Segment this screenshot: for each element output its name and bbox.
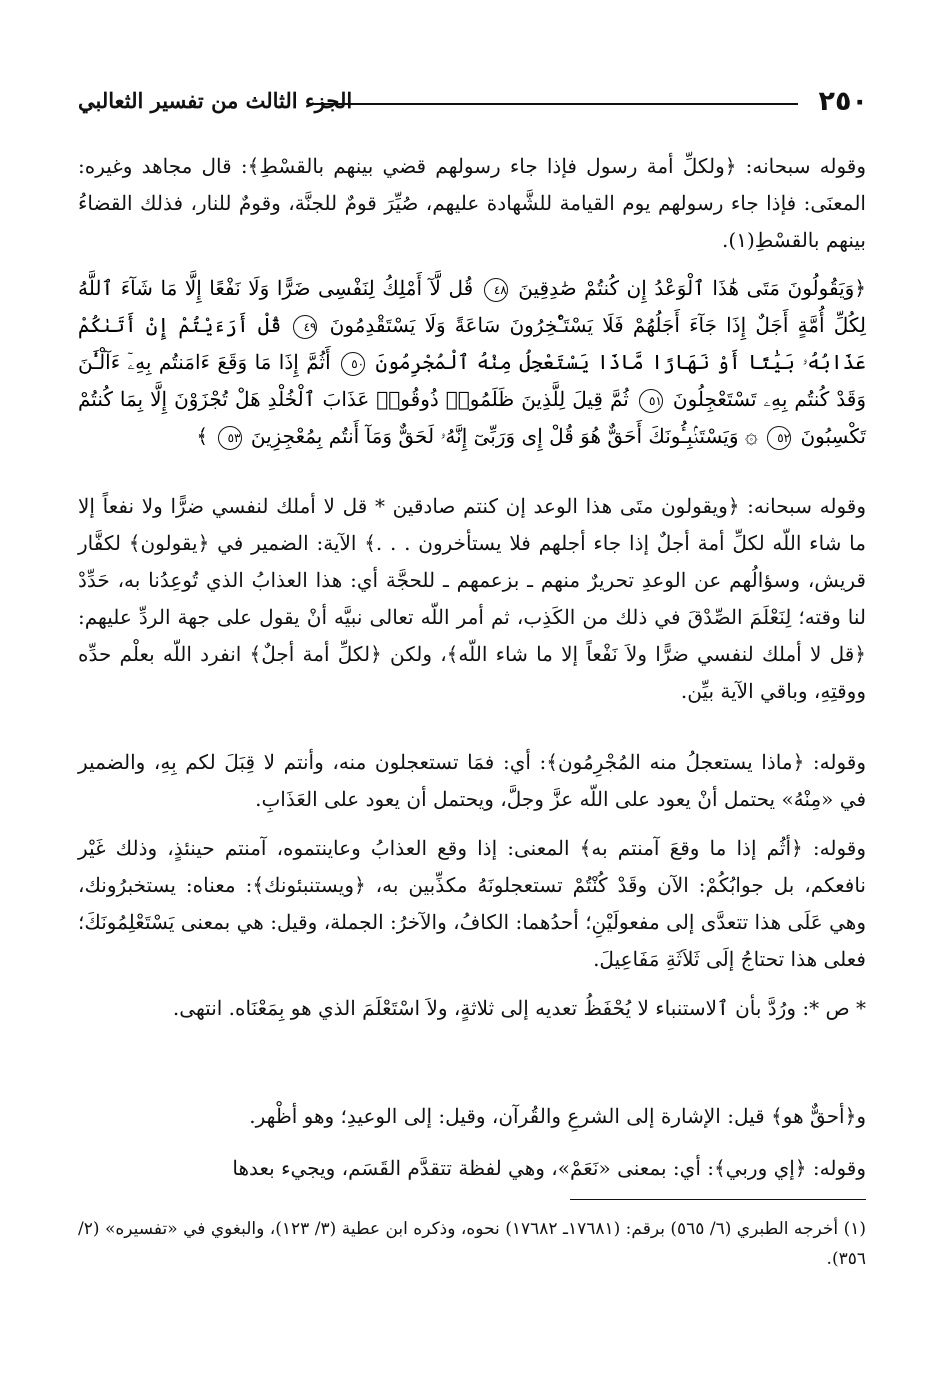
verse-51-text: أَثُمَّ إِذَا مَا وَقَعَ ءَامَنتُم بِهِۦٓ ءَآلْـَٰٔنَ وَقَدْ كُنتُم بِهِۦ تَسْتَعْجِلُونَ xyxy=(78,350,867,411)
verse-50-marker: ٥٠ xyxy=(341,352,365,376)
running-title: الجزء الثالث من تفسير الثعالبي xyxy=(78,88,353,113)
commentary-paragraph-2: وقوله سبحانه: ﴿ويقولون متَى هذا الوعد إن كنتم صادقين * قل لا أملك لنفسي ضرًّا ولا نفعاً إلا ما شاء اللّه لكلِّ أمة أجلٌ إذا جاء أجلهم فلا يستأخرون . . .﴾ الآية: الضمير في ﴿يقولون﴾ لكفَّار قريش، وسؤالُهم عن الوعدِ تحريرٌ منهم ـ بزعمهم ـ للحجَّة أي: هذا العذابُ الذي تُوعِدُنا به، حَدِّدْ لنا وقته؛ لِنَعْلَمَ الصِّدْقَ في ذلك من الكَذِب، ثم أمر اللّه تعالى نبيَّه أنْ يقول على جهة الردِّ عليهم: ﴿قل لا أملك لنفسي ضرًّا ولاَ نَفْعاً إلا ما شاء اللّه﴾، ولكن ﴿لكلِّ أمة أجلٌ﴾ انفرد اللّه بعلْم حدِّه ووقتِهِ، وباقي الآية بيِّن. xyxy=(78,494,866,703)
verse-48-marker: ٤٨ xyxy=(484,278,508,302)
commentary-paragraph-3: وقوله: ﴿ماذا يستعجلُ منه المُجْرِمُون﴾: أي: فمَا تستعجلون منه، وأنتم لا قِبَلَ لكم بِهِ، والضمير في «مِنْهُ» يحتمل أنْ يعود على اللّه عزَّ وجلَّ، ويحتمل أن يعود على العَذَابِ. xyxy=(78,750,866,811)
verse-closing-bracket: ﴾ xyxy=(196,424,209,448)
commentary-paragraph-6: و﴿أحقٌّ هو﴾ قيل: الإشارة إلى الشرعِ والقُرآن، وقيل: إلى الوعيدِ؛ وهو أظْهر. xyxy=(249,1104,866,1128)
verse-51-marker: ٥١ xyxy=(639,389,663,413)
footnote-marker: (١) xyxy=(843,1219,866,1239)
footnote-text: أخرجه الطبري (٦/ ٥٦٥) برقم: (١٧٦٨١ـ ١٧٦٨٢) نحوه، وذكره ابن عطية (٣/ ١٢٣)، والبغوي في «تفسيره» (٢/ ٣٥٦). xyxy=(78,1219,866,1269)
verse-52-marker: ٥٢ xyxy=(767,426,791,450)
verse-52-text: ثُمَّ قِيلَ لِلَّذِينَ ظَلَمُوا۟ ذُوقُوا۟ عَذَابَ ٱلْخُلْدِ هَلْ تُجْزَوْنَ إِلَّا بِمَا كُنتُمْ تَكْسِبُونَ xyxy=(78,387,866,448)
header-rule xyxy=(308,103,798,105)
verse-53-marker: ٥٣ xyxy=(218,426,242,450)
commentary-paragraph-4: وقوله: ﴿أثُم إذا ما وقعَ آمنتم به﴾ المعنى: إذا وقع العذابُ وعاينتموه، آمنتم حينئذٍ، وذلك غَيْر نافعكم، بل جوابُكُمْ: الآن وقَدْ كُنْتُمْ تستعجلونَهُ مكذِّبين به، ﴿ويستنبئونك﴾: معناه: يستخبرُونك، وهي عَلَى هذا تتعدَّى إلى مفعولَيْنِ؛ أحدُهما: الكافُ، والآخرُ: الجملة، وقيل: هي بمعنى يَسْتَعْلِمُونَكَ؛ فعلى هذا تحتاجُ إلَى ثَلاَثَةِ مَفَاعِيلَ. xyxy=(78,836,866,971)
verse-49-text: قُل لَّآ أَمْلِكُ لِنَفْسِى ضَرًّا وَلَا نَفْعًا إِلَّا مَا شَآءَ ٱللَّهُ لِكُلِّ أُمَّةٍ أَجَلٌ إِذَا جَآءَ أَجَلُهُمْ فَلَا يَسْتَـْٔخِرُونَ سَاعَةً وَلَا يَسْتَقْدِمُونَ xyxy=(78,276,867,337)
verse-50-text: قُلْ أَرَءَيْتُمْ إِنْ أَتَىٰكُمْ عَذَابُهُۥ بَيَٰتًا أَوْ نَهَارًا مَّاذَا يَسْتَعْجِلُ مِنْهُ ٱلْمُجْرِمُونَ xyxy=(78,313,867,374)
verse-49-marker: ٤٩ xyxy=(293,315,317,339)
verse-48-text: ﴿وَيَقُولُونَ مَتَى هَٰذَا ٱلْوَعْدُ إِن كُنتُمْ صَٰدِقِينَ xyxy=(518,276,867,300)
verse-53-text: وَيَسْتَنۢبِـُٔونَكَ أَحَقٌّ هُوَ قُلْ إِى وَرَبِّىٓ إِنَّهُۥ لَحَقٌّ وَمَآ أَنتُم بِمُعْجِزِينَ xyxy=(250,424,739,448)
commentary-paragraph-5: * ص *: ورُدَّ بأن ٱلاستنباء لا يُحْفَظُ تعديه إلى ثلاثةٍ، ولاَ اسْتَعْلَمَ الذي هو بِمَعْنَاه. انتهى. xyxy=(172,996,866,1020)
commentary-paragraph-1: وقوله سبحانه: ﴿ولكلِّ أمة رسول فإذا جاء رسولهم قضي بينهم بالقسْطِ﴾: قال مجاهد وغيره: المعنَى: فإذا جاء رسولهم يوم القيامة للشَّهادة عليهم، صُيِّرَ قومٌ للجنَّة، وقومٌ للنار، فذلك القضاءُ بينهم بالقسْطِ(١). xyxy=(78,154,866,252)
page-header xyxy=(78,86,868,126)
hizb-star-icon: ۞ xyxy=(744,424,758,449)
quran-verses-block xyxy=(78,270,866,455)
footnote xyxy=(78,1214,866,1274)
commentary-paragraph-7: وقوله: ﴿إي وربي﴾: أي: بمعنى «نَعَمْ»، وهي لفظة تتقدَّم القَسَم، ويجيء بعدها xyxy=(232,1156,866,1180)
page-number: ٢٥٠ xyxy=(818,86,868,117)
footnote-rule xyxy=(570,1199,866,1200)
